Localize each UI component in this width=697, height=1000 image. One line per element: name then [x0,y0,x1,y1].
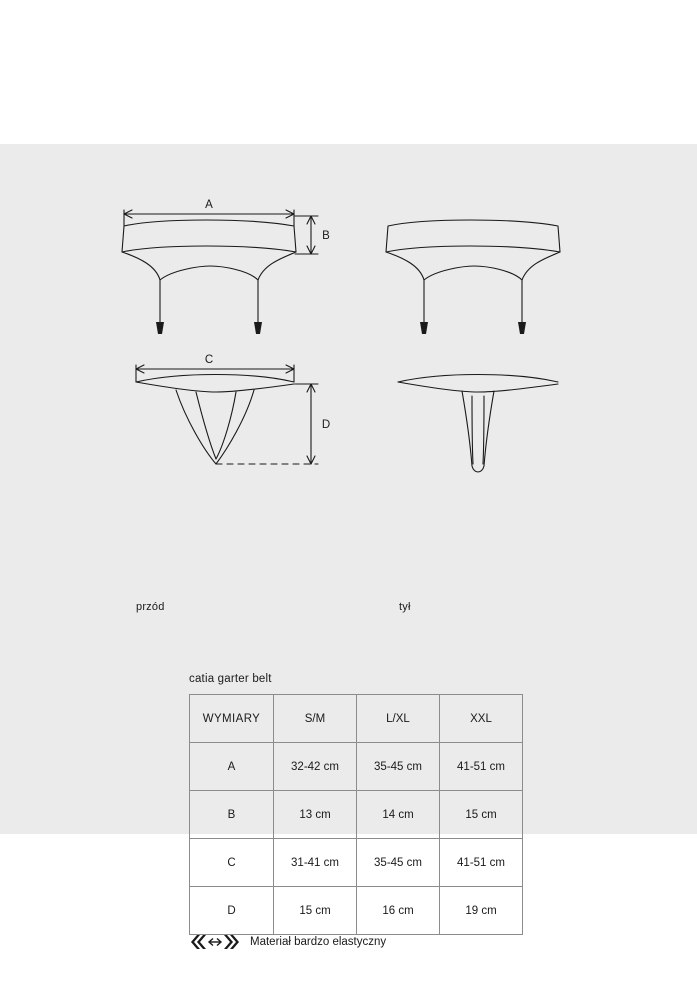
row-label-d: D [190,887,274,935]
table-header-lxl: L/XL [357,695,440,743]
table-row [190,839,523,887]
row-label-b: B [190,791,274,839]
table-row [190,743,523,791]
garment-diagram-svg [0,144,697,524]
garment-diagrams [0,144,697,524]
cell-c-lxl: 35-45 cm [357,839,440,887]
dimension-line-a [124,210,294,226]
table-row [190,887,523,935]
cell-d-lxl: 16 cm [357,887,440,935]
table-header-sm: S/M [274,695,357,743]
elasticity-note [189,935,386,949]
cell-b-lxl: 14 cm [357,791,440,839]
table-title: catia garter belt [189,673,272,685]
cell-b-xxl: 15 cm [440,791,523,839]
label-b: B [322,230,330,242]
cell-b-sm: 13 cm [274,791,357,839]
table-row [190,791,523,839]
cell-d-xxl: 19 cm [440,887,523,935]
cell-a-sm: 32-42 cm [274,743,357,791]
cell-a-xxl: 41-51 cm [440,743,523,791]
cell-a-lxl: 35-45 cm [357,743,440,791]
table-header-xxl: XXL [440,695,523,743]
label-a: A [205,199,213,211]
label-c: C [204,354,214,366]
diagram-panel [0,144,697,948]
cell-d-sm: 15 cm [274,887,357,935]
dimension-line-d [295,384,318,464]
size-table [189,694,523,935]
row-label-c: C [190,839,274,887]
row-label-a: A [190,743,274,791]
cell-c-xxl: 41-51 cm [440,839,523,887]
cell-c-sm: 31-41 cm [274,839,357,887]
elasticity-arrows-icon [189,935,241,949]
table-header-row [190,695,523,743]
caption-front: przód [136,601,165,613]
table-header-wymiary: WYMIARY [190,695,274,743]
caption-back: tył [399,601,411,613]
dimension-line-c [136,365,294,382]
dimension-line-b [295,216,318,254]
elasticity-note-text: Materiał bardzo elastyczny [250,936,387,948]
label-d: D [321,419,331,431]
